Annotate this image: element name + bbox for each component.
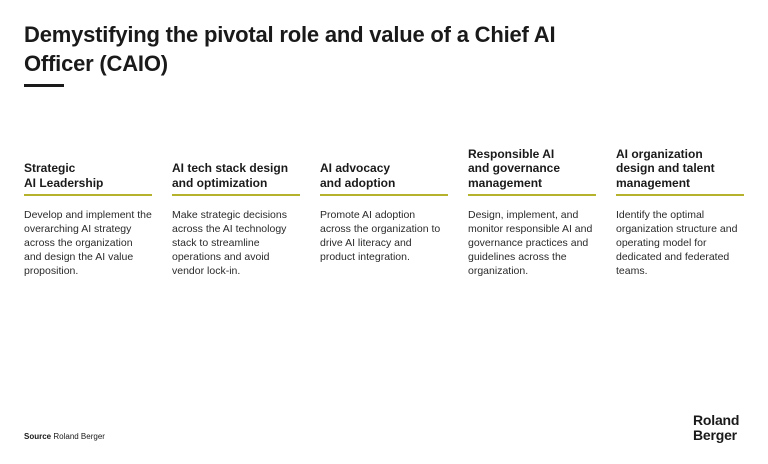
roland-berger-logo bbox=[693, 413, 739, 443]
role-description: Design, implement, and monitor responsible AI and governance practices and guidelines across the organization. bbox=[468, 209, 593, 277]
role-heading-line: AI Leadership bbox=[24, 175, 104, 190]
role-description: Promote AI adoption across the organization to drive AI literacy and product integration. bbox=[320, 209, 441, 263]
logo-line: Roland bbox=[693, 412, 740, 428]
role-heading-line: AI advocacy bbox=[320, 161, 391, 175]
role-column-ai-tech-stack bbox=[172, 142, 300, 278]
role-heading-line: Responsible AI bbox=[468, 146, 555, 161]
logo-line: Berger bbox=[693, 427, 737, 443]
role-heading-line: management bbox=[468, 175, 543, 190]
role-divider bbox=[320, 194, 448, 196]
role-heading-line: AI organization bbox=[616, 146, 703, 161]
role-heading bbox=[616, 142, 744, 190]
source-note bbox=[24, 432, 105, 441]
role-heading-line: design and talent bbox=[616, 161, 715, 175]
role-divider bbox=[616, 194, 744, 196]
role-heading bbox=[172, 142, 300, 190]
role-divider bbox=[24, 194, 152, 196]
role-column-ai-advocacy bbox=[320, 142, 448, 278]
role-heading-line: Strategic bbox=[24, 161, 76, 175]
source-value: Roland Berger bbox=[53, 432, 105, 441]
role-heading-line: and governance bbox=[468, 161, 561, 175]
title-underline bbox=[24, 84, 64, 87]
role-heading bbox=[320, 142, 448, 190]
role-description: Develop and implement the overarching AI strategy across the organization and design the AI value proposition. bbox=[24, 209, 152, 277]
role-heading-line: and optimization bbox=[172, 175, 268, 190]
role-heading bbox=[468, 142, 596, 190]
source-label: Source bbox=[24, 432, 52, 441]
role-heading-line: and adoption bbox=[320, 175, 396, 190]
role-description: Identify the optimal organization structure and operating model for dedicated and federated teams. bbox=[616, 209, 738, 277]
role-description: Make strategic decisions across the AI technology stack to streamline operations and avoid vendor lock-in. bbox=[172, 209, 287, 277]
role-heading-line: management bbox=[616, 175, 691, 190]
role-heading bbox=[24, 142, 152, 190]
role-divider bbox=[172, 194, 300, 196]
role-divider bbox=[468, 194, 596, 196]
role-column-responsible-ai bbox=[468, 142, 596, 278]
page-title: Demystifying the pivotal role and value of a Chief AI Officer (CAIO) bbox=[24, 22, 556, 76]
roles-columns bbox=[24, 142, 744, 278]
role-heading-line: AI tech stack design bbox=[172, 161, 289, 175]
role-column-strategic-ai-leadership bbox=[24, 142, 152, 278]
role-column-ai-organization-design bbox=[616, 142, 744, 278]
